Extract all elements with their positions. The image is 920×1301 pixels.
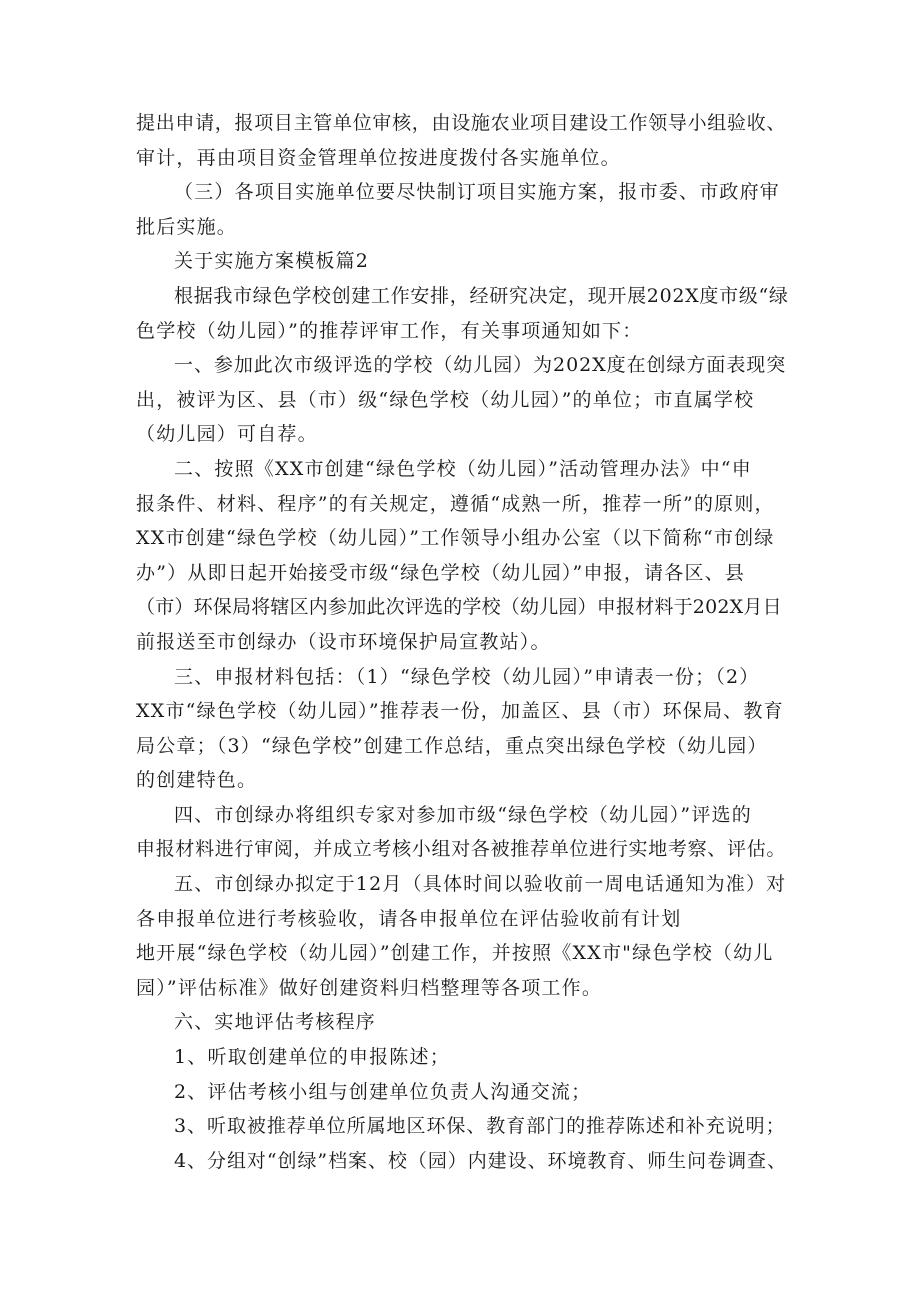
text-line: 审计，再由项目资金管理单位按进度拨付各实施单位。 — [136, 146, 621, 169]
text-line: 地开展“绿色学校（幼儿园）”创建工作，并按照《XX市"绿色学校（幼儿 — [136, 942, 774, 965]
text-line: 提出申请，报项目主管单位审核，由设施农业项目建设工作领导小组验收、 — [136, 112, 787, 134]
text-line: 根据我市绿色学校创建工作安排，经研究决定，现开展202X度市级“绿 — [174, 284, 789, 307]
text-line: 出，被评为区、县（市）级“绿色学校（幼儿园）”的单位；市直属学校 — [136, 388, 755, 411]
text-line: （幼儿园）可自荐。 — [136, 423, 318, 446]
text-line: 4、分组对“创绿”档案、校（园）内建设、环境教育、师生问卷调查、 — [174, 1149, 787, 1172]
text-line: 关于实施方案模板篇2 — [174, 250, 370, 273]
text-line: 园）”评估标准》做好创建资料归档整理等各项工作。 — [136, 976, 603, 999]
text-line: 局公章；（3）“绿色学校”创建工作总结，重点突出绿色学校（幼儿园） — [136, 734, 768, 757]
text-line: 二、按照《XX市创建“绿色学校（幼儿园）”活动管理办法》中“申 — [174, 457, 752, 480]
text-line: 办”）从即日起开始接受市级“绿色学校（幼儿园）”申报，请各区、县 — [136, 561, 746, 584]
text-line: （三）各项目实施单位要尽快制订项目实施方案，报市委、市政府审 — [174, 181, 781, 204]
text-line: 2、评估考核小组与创建单位负责人沟通交流； — [174, 1080, 592, 1103]
text-line: 申报材料进行审阅，并成立考核小组对各被推荐单位进行实地考察、评估。 — [136, 838, 787, 861]
text-line: 前报送至市创绿办（设市环境保护局宣教站）。 — [136, 630, 551, 653]
text-line: 3、听取被推荐单位所属地区环保、教育部门的推荐陈述和补充说明； — [174, 1115, 786, 1138]
text-line: 报条件、材料、程序”的有关规定，遵循“成熟一所，推荐一所”的原则， — [136, 492, 775, 515]
text-line: （市）环保局将辖区内参加此次评选的学校（幼儿园）申报材料于202X月日 — [136, 596, 782, 619]
text-line: 1、听取创建单位的申报陈述； — [174, 1046, 450, 1069]
text-line: XX市“绿色学校（幼儿园）”推荐表一份，加盖区、县（市）环保局、教育 — [136, 700, 784, 723]
text-line: 的创建特色。 — [136, 769, 258, 792]
text-line: 批后实施。 — [136, 215, 238, 238]
text-line: 四、市创绿办将组织专家对参加市级“绿色学校（幼儿园）”评选的 — [174, 803, 752, 826]
text-line: 六、实地评估考核程序 — [174, 1011, 377, 1034]
text-line: 五、市创绿办拟定于12月（具体时间以验收前一周电话通知为准）对 — [174, 873, 787, 896]
text-line: 三、申报材料包括：（1）“绿色学校（幼儿园）”申请表一份；（2） — [174, 665, 760, 688]
document-page — [136, 106, 790, 1178]
text-line: 色学校（幼儿园）”的推荐评审工作，有关事项通知如下： — [136, 319, 643, 342]
text-line: 各申报单位进行考核验收，请各申报单位在评估验收前有计划 — [136, 907, 682, 930]
text-line: XX市创建“绿色学校（幼儿园）”工作领导小组办公室（以下简称“市创绿 — [136, 527, 775, 550]
text-line: 一、参加此次市级评选的学校（幼儿园）为202X度在创绿方面表现突 — [174, 354, 787, 377]
